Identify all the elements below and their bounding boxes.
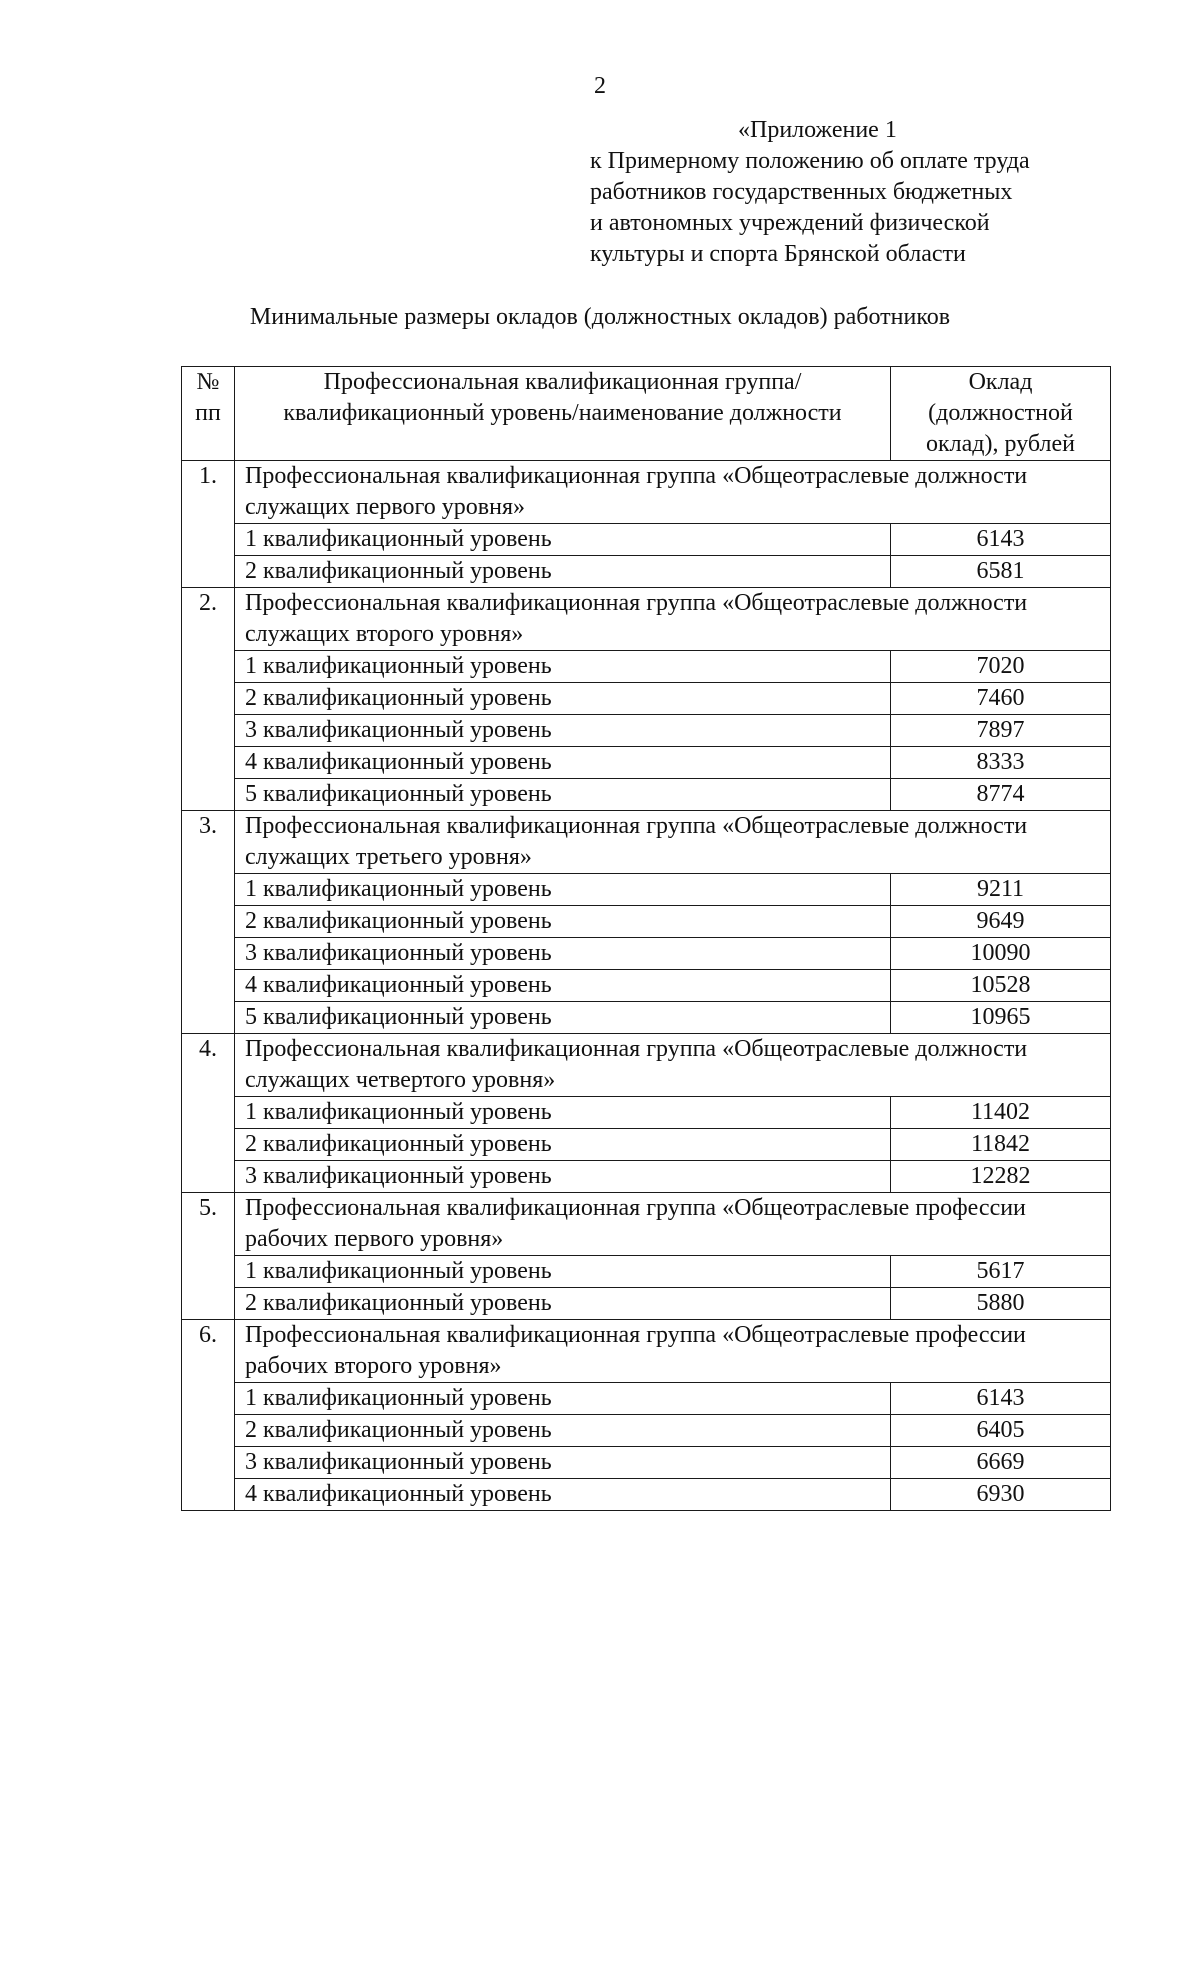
level-row: [182, 556, 1111, 588]
level-salary: 8333: [891, 747, 1111, 779]
header-name: Профессиональная квалификационная группа/квалификационный уровень/наименование должности: [235, 367, 891, 461]
level-label: 2 квалификационный уровень: [235, 1129, 891, 1161]
document-heading: Минимальные размеры окладов (должностных окладов) работников: [249, 304, 951, 330]
level-salary: 6581: [891, 556, 1111, 588]
level-salary: 10528: [891, 970, 1111, 1002]
level-row: [182, 651, 1111, 683]
group-number: 4.: [182, 1034, 235, 1193]
level-row: [182, 715, 1111, 747]
level-label: 4 квалификационный уровень: [235, 747, 891, 779]
header-num: № пп: [182, 367, 235, 461]
level-salary: 5880: [891, 1288, 1111, 1320]
group-name: Профессиональная квалификационная группа «Общеотраслевые должности служащих первого уровня»: [235, 461, 1111, 524]
level-salary: 7460: [891, 683, 1111, 715]
annex-line: к Примерному положению об оплате труда: [590, 148, 1030, 174]
group-row: [182, 1034, 1111, 1097]
annex-line: и автономных учреждений физической: [590, 210, 990, 236]
level-row: [182, 1479, 1111, 1511]
level-salary: 7020: [891, 651, 1111, 683]
level-row: [182, 970, 1111, 1002]
level-row: [182, 938, 1111, 970]
level-row: [182, 1288, 1111, 1320]
level-row: [182, 1129, 1111, 1161]
level-salary: 8774: [891, 779, 1111, 811]
level-row: [182, 1415, 1111, 1447]
level-salary: 9649: [891, 906, 1111, 938]
level-salary: 7897: [891, 715, 1111, 747]
group-name: Профессиональная квалификационная группа «Общеотраслевые должности служащих третьего уровня»: [235, 811, 1111, 874]
annex-block: [590, 115, 1150, 270]
table-body: [182, 367, 1111, 1511]
level-label: 1 квалификационный уровень: [235, 874, 891, 906]
level-label: 1 квалификационный уровень: [235, 524, 891, 556]
annex-line: культуры и спорта Брянской области: [590, 241, 966, 267]
level-label: 3 квалификационный уровень: [235, 1447, 891, 1479]
salary-table: [181, 366, 1111, 1511]
level-row: [182, 1256, 1111, 1288]
level-label: 2 квалификационный уровень: [235, 683, 891, 715]
group-name: Профессиональная квалификационная группа «Общеотраслевые должности служащих второго уровня»: [235, 588, 1111, 651]
annex-line: работников государственных бюджетных: [590, 179, 1013, 205]
level-label: 3 квалификационный уровень: [235, 715, 891, 747]
level-row: [182, 874, 1111, 906]
level-row: [182, 1097, 1111, 1129]
level-label: 1 квалификационный уровень: [235, 1256, 891, 1288]
level-salary: 9211: [891, 874, 1111, 906]
table-header-row: [182, 367, 1111, 461]
header-salary: Оклад (должностной оклад), рублей: [891, 367, 1111, 461]
level-label: 5 квалификационный уровень: [235, 779, 891, 811]
level-label: 2 квалификационный уровень: [235, 906, 891, 938]
annex-title: «Приложение 1: [738, 117, 897, 143]
group-number: 5.: [182, 1193, 235, 1320]
group-name: Профессиональная квалификационная группа «Общеотраслевые профессии рабочих второго уровня»: [235, 1320, 1111, 1383]
level-label: 2 квалификационный уровень: [235, 1288, 891, 1320]
level-label: 1 квалификационный уровень: [235, 1097, 891, 1129]
group-name: Профессиональная квалификационная группа «Общеотраслевые должности служащих четвертого уровня»: [235, 1034, 1111, 1097]
level-label: 1 квалификационный уровень: [235, 651, 891, 683]
level-label: 1 квалификационный уровень: [235, 1383, 891, 1415]
group-name: Профессиональная квалификационная группа «Общеотраслевые профессии рабочих первого уровня»: [235, 1193, 1111, 1256]
level-salary: 10090: [891, 938, 1111, 970]
level-row: [182, 524, 1111, 556]
level-salary: 6930: [891, 1479, 1111, 1511]
level-salary: 6669: [891, 1447, 1111, 1479]
level-row: [182, 683, 1111, 715]
group-number: 2.: [182, 588, 235, 811]
level-label: 5 квалификационный уровень: [235, 1002, 891, 1034]
level-label: 3 квалификационный уровень: [235, 938, 891, 970]
level-row: [182, 779, 1111, 811]
level-row: [182, 1002, 1111, 1034]
level-row: [182, 1383, 1111, 1415]
level-salary: 11842: [891, 1129, 1111, 1161]
level-row: [182, 906, 1111, 938]
group-row: [182, 588, 1111, 651]
group-number: 6.: [182, 1320, 235, 1511]
level-label: 3 квалификационный уровень: [235, 1161, 891, 1193]
group-row: [182, 811, 1111, 874]
level-salary: 6143: [891, 524, 1111, 556]
level-row: [182, 1447, 1111, 1479]
level-row: [182, 747, 1111, 779]
level-row: [182, 1161, 1111, 1193]
level-label: 2 квалификационный уровень: [235, 1415, 891, 1447]
group-number: 1.: [182, 461, 235, 588]
level-salary: 10965: [891, 1002, 1111, 1034]
level-label: 4 квалификационный уровень: [235, 970, 891, 1002]
level-label: 2 квалификационный уровень: [235, 556, 891, 588]
level-label: 4 квалификационный уровень: [235, 1479, 891, 1511]
page-number: 2: [594, 73, 606, 99]
group-number: 3.: [182, 811, 235, 1034]
group-row: [182, 461, 1111, 524]
level-salary: 11402: [891, 1097, 1111, 1129]
level-salary: 5617: [891, 1256, 1111, 1288]
level-salary: 6405: [891, 1415, 1111, 1447]
level-salary: 12282: [891, 1161, 1111, 1193]
level-salary: 6143: [891, 1383, 1111, 1415]
group-row: [182, 1320, 1111, 1383]
group-row: [182, 1193, 1111, 1256]
